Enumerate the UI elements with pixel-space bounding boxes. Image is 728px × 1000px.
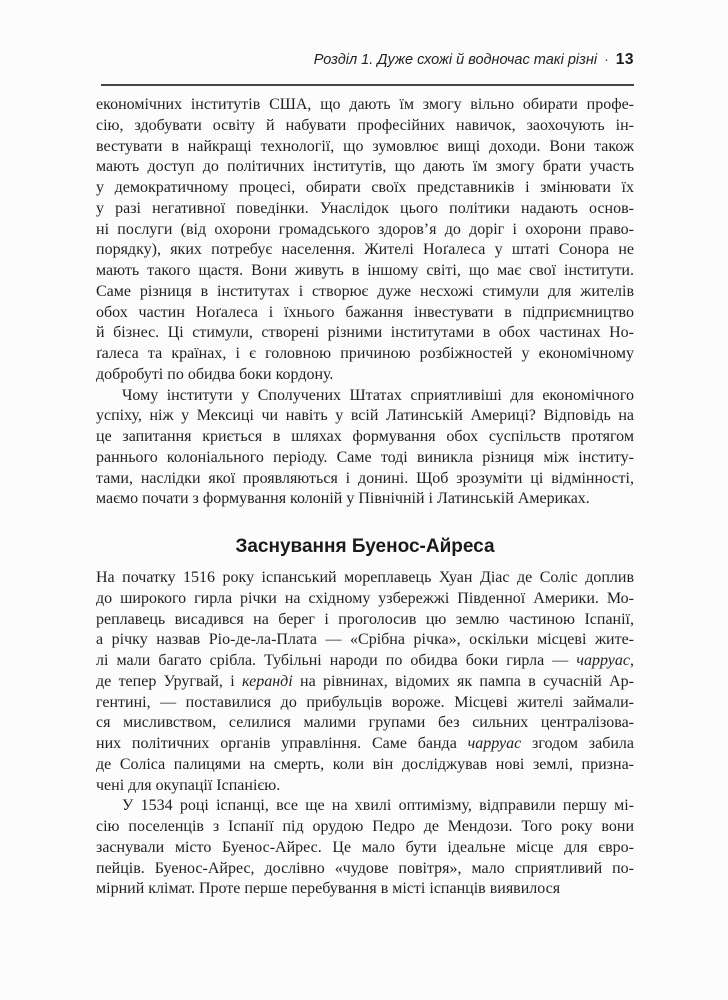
paragraph [96,568,634,796]
text-line: маємо почати з формування колоній у Північній і Латинській Америках. [96,490,590,508]
text-line: лі мали багато срібла. Тубільні народи по обидва боки гирла — чарруас, [96,652,634,669]
body-text-top [96,95,634,510]
text-line: це запитання криється в шляхах формування обох суспільств протягом [96,428,634,445]
text-line: у демократичному процесі, обирати своїх представників і змінювати їх [96,179,634,196]
text-line: обох частин Ноґалеса і їхнього бажання інвестувати в підприємництво [96,303,634,321]
text-line: мають такого щастя. Вони живуть в іншому світі, що має свої інститути. [96,262,634,279]
text-line: добробуті по обидва боки кордону. [96,365,334,383]
text-line: гентині, — поставилися до прибульців вороже. Місцеві жителі займали- [96,693,634,711]
text-line: пейців. Буенос-Айрес, дослівно «чудове повітря», мало сприятливий по- [96,859,634,877]
text-line: економічних інститутів США, що дають їм змогу вільно обирати профе- [96,96,634,113]
text-line: ґалеса та країнах, і є головною причиною розбіжностей у економічному [96,345,634,362]
paragraph [96,95,634,386]
italic-term: чарруас [576,652,630,669]
text-line: Саме різниця в інститутах і створює дуже несхожі стимули для жителів [96,282,634,300]
text-line: ні послуги (від охорони громадського здоров’я до доріг і охорони право- [96,220,634,238]
text-line: вестувати в найкращі технології, що зумовлює вищі доходи. Вони також [96,137,634,155]
header-separator-dot: · [604,51,609,67]
text-line: де Соліса палицями на смерть, коли він досліджував нові землі, призна- [96,755,634,773]
paragraph [96,386,634,511]
text-line: до широкого гирла річки на східному узбережжі Південної Америки. Мо- [96,589,634,607]
text-line: У 1534 році іспанці, все ще на хвилі оптимізму, відправили першу мі- [122,797,634,815]
chapter-title: Розділ 1. Дуже схожі й водночас такі різні [313,52,598,68]
text-line: а річку назвав Ріо-де-ла-Плата — «Срібна річка», оскільки місцеві жите- [96,631,634,649]
paragraph [96,796,634,900]
text-line: реплавець висадився на берег і проголосив цю землю частиною Іспанії, [96,610,634,628]
italic-term: керанді [242,672,293,690]
text-line: мають доступ до політичних інститутів, що дають їм змогу брати участь [96,158,634,176]
text-line: Чому інститути у Сполучених Штатах сприятливіші для економічного [122,386,634,404]
text-line: сію, здобувати освіту й набувати професійних навичок, заохочують ін- [96,116,634,134]
header-rule [101,84,634,86]
body-text-bottom [96,568,634,900]
text-line: мірний клімат. Проте перше перебування в місті іспанців виявилося [96,880,561,898]
text-line: де тепер Уругвай, і керанді на рівнинах, відомих як пампа в сучасній Ар- [96,672,634,690]
text-line: На початку 1516 року іспанський мореплавець Хуан Діас де Соліс доплив [96,569,634,586]
section-heading: Заснування Буенос-Айреса [235,536,495,557]
text-line: ся мисливством, селилися малими групами без сильних централізова- [96,714,634,732]
text-line: успіху, ніж у Мексиці чи навіть у всій Латинській Америці? Відповідь на [96,407,634,425]
text-line: порядку), яких потребує населення. Жителі Ноґалеса у штаті Сонора не [96,241,634,259]
page-number: 13 [615,51,634,68]
running-head [96,51,634,69]
text-line: тами, наслідки якої проявляються і донині. Щоб зрозуміти ці відмінності, [96,469,634,487]
text-line: них політичних органів управління. Саме банда чарруас згодом забила [96,735,634,752]
text-line: сію поселенців з Іспанії під орудою Педро де Мендози. Того року вони [96,818,634,835]
text-line: заснували місто Буенос-Айрес. Це мало бути ідеальне місце для євро- [96,838,634,856]
text-line: у разі негативної поведінки. Унаслідок цього політики надають основ- [96,199,634,217]
text-line: чені для окупації Іспанією. [96,776,281,794]
italic-term: чарруас [467,735,522,752]
text-line: й бізнес. Ці стимули, створені різними інститутами в обох частинах Но- [96,324,634,342]
text-line: раннього колоніального періоду. Саме тоді виникла різниця між інститу- [96,448,634,466]
